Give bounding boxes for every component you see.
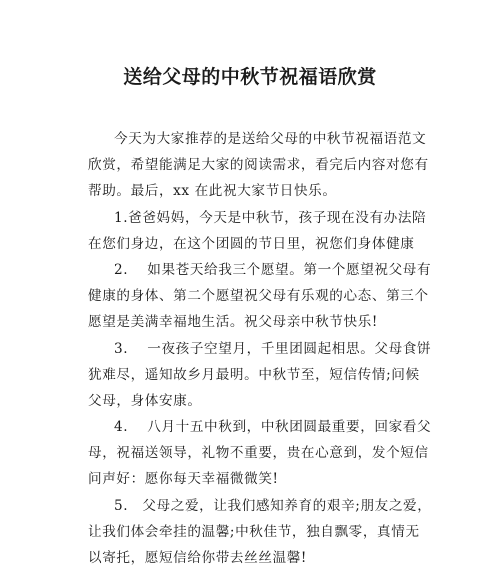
wish-item-4-line: 4. 八月十五中秋到，中秋团圆最重要，回家看父 [114,419,432,436]
wish-item-5-line: 5. 父母之爱，让我们感知养育的艰辛;朋友之爱， [114,497,432,514]
wish-item-5-line: 以寄托，愿短信给你带去丝丝温馨! [88,550,307,566]
intro-line: 帮助。最后，xx 在此祝大家节日快乐。 [88,183,337,200]
wish-item-5-line: 让我们体会牵挂的温馨;中秋佳节，独自飘零，真情无 [88,523,420,540]
intro-line: 欣赏，希望能满足大家的阅读需求，看完后内容对您有 [88,157,429,174]
wish-item-1-line: 在您们身边，在这个团圆的节日里，祝您们身体健康 [88,235,415,252]
wish-item-3-line: 父母，身体安康。 [88,392,202,409]
wish-item-2-line: 2. 如果苍天给我三个愿望。第一个愿望祝父母有 [114,261,432,278]
wish-item-1-line: 1.爸爸妈妈，今天是中秋节，孩子现在没有办法陪 [114,209,427,226]
wish-item-3-line: 3. 一夜孩子空望月，千里团圆起相思。父母食饼 [114,340,432,357]
wish-item-3-line: 犹难尽，遥知故乡月最明。中秋节至，短信传情;问候 [88,366,420,383]
wish-item-4-line: 母，祝福送领导，礼物不重要，贵在心意到，发个短信 [88,445,429,462]
wish-item-2-line: 愿望是美满幸福地生活。祝父母亲中秋节快乐! [88,314,378,331]
document-title: 送给父母的中秋节祝福语欣赏 [123,66,377,88]
wish-item-2-line: 健康的身体、第二个愿望祝父母有乐观的心态、第三个 [88,288,429,305]
intro-line: 今天为大家推荐的是送给父母的中秋节祝福语范文 [114,131,427,147]
wish-item-4-line: 问声好：愿你每天幸福微微笑! [88,471,279,488]
document-body [88,126,432,571]
